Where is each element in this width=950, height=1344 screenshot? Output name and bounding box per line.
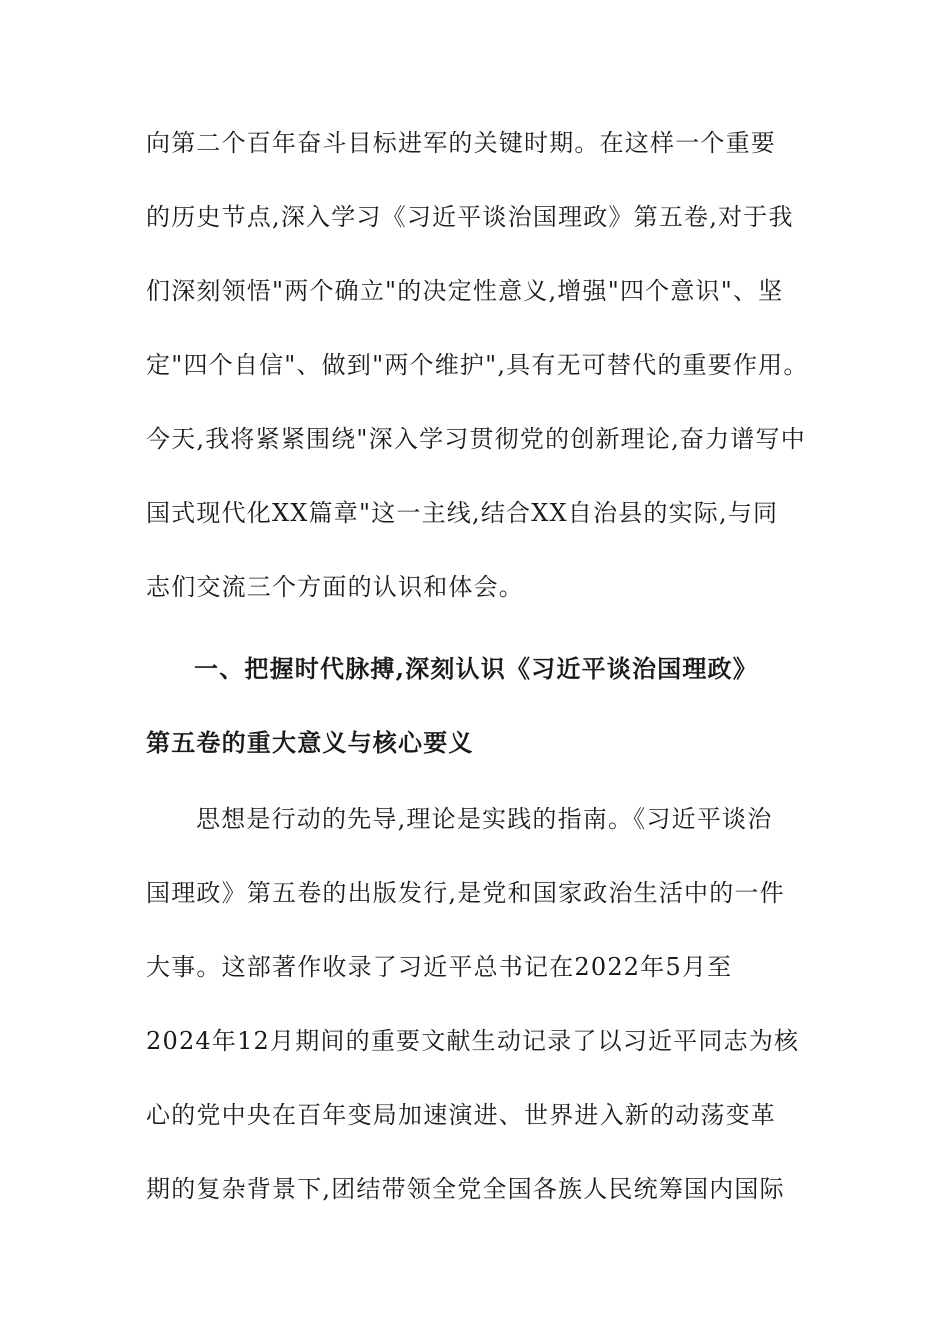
paragraph-1-line-5: 今天,我将紧紧围绕"深入学习贯彻党的创新理论,奋力谱写中 bbox=[146, 425, 806, 453]
paragraph-1-line-6: 国式现代化XX篇章"这一主线,结合XX自治县的实际,与同 bbox=[146, 499, 779, 527]
paragraph-2-line-5: 心的党中央在百年变局加速演进、世界进入新的动荡变革 bbox=[146, 1101, 776, 1129]
heading-1-line-1: 一、把握时代脉搏,深刻认识《习近平谈治国理政》 bbox=[194, 654, 758, 683]
heading-1-line-2: 第五卷的重大意义与核心要义 bbox=[146, 728, 474, 757]
paragraph-1-line-2: 的历史节点,深入学习《习近平谈治国理政》第五卷,对于我 bbox=[146, 203, 794, 231]
paragraph-2-line-6: 期的复杂背景下,团结带领全党全国各族人民统筹国内国际 bbox=[146, 1175, 785, 1203]
paragraph-2-line-2: 国理政》第五卷的出版发行,是党和国家政治生活中的一件 bbox=[146, 879, 785, 907]
paragraph-2-line-4: 2024年12月期间的重要文献生动记录了以习近平同志为核 bbox=[146, 1027, 800, 1055]
paragraph-1-line-1: 向第二个百年奋斗目标进军的关键时期。在这样一个重要 bbox=[146, 129, 776, 157]
paragraph-2-line-1: 思想是行动的先导,理论是实践的指南。《习近平谈治 bbox=[196, 805, 773, 833]
paragraph-1-line-3: 们深刻领悟"两个确立"的决定性意义,增强"四个意识"、坚 bbox=[146, 277, 784, 305]
paragraph-1-line-7: 志们交流三个方面的认识和体会。 bbox=[146, 573, 524, 601]
paragraph-1-line-4: 定"四个自信"、做到"两个维护",具有无可替代的重要作用。 bbox=[146, 351, 809, 379]
paragraph-2-line-3: 大事。这部著作收录了习近平总书记在2022年5月至 bbox=[146, 953, 733, 981]
